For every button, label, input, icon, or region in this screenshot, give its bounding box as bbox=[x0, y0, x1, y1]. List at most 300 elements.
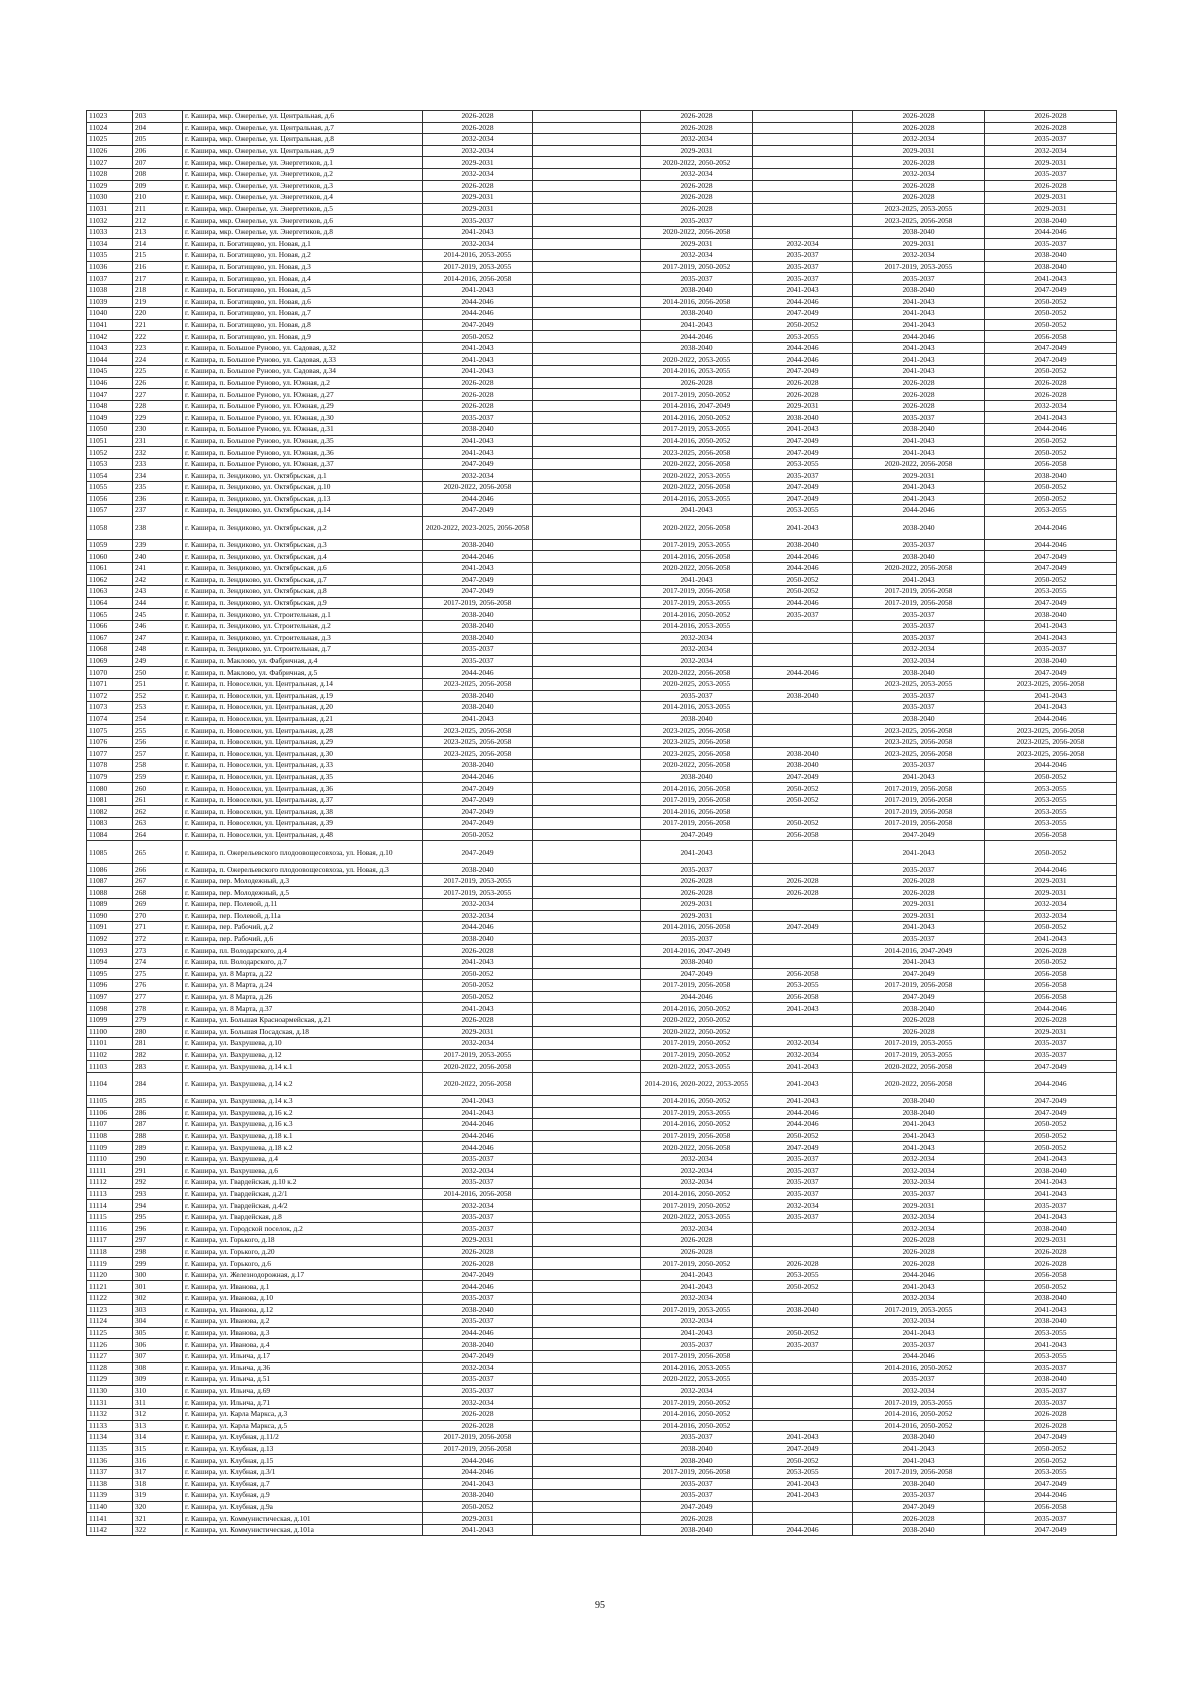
cell-period-1: 2050-2052 bbox=[423, 980, 533, 992]
cell-row-number: 299 bbox=[133, 1258, 183, 1270]
cell-row-number: 265 bbox=[133, 841, 183, 864]
cell-period-1: 2026-2028 bbox=[423, 122, 533, 134]
cell-row-id: 11100 bbox=[87, 1026, 133, 1038]
cell-address: г. Кашира, п. Богатищево, ул. Новая, д.3 bbox=[183, 261, 423, 273]
cell-period-6: 2026-2028 bbox=[985, 389, 1117, 401]
cell-period-5: 2032-2034 bbox=[853, 1165, 985, 1177]
cell-address: г. Кашира, п. Новоселки, ул. Центральная, д.30 bbox=[183, 748, 423, 760]
cell-period-6: 2056-2058 bbox=[985, 458, 1117, 470]
cell-period-6: 2026-2028 bbox=[985, 945, 1117, 957]
cell-period-1: 2038-2040 bbox=[423, 620, 533, 632]
cell-row-id: 11069 bbox=[87, 655, 133, 667]
cell-period-6: 2044-2046 bbox=[985, 516, 1117, 539]
cell-period-1: 2047-2049 bbox=[423, 574, 533, 586]
cell-row-number: 302 bbox=[133, 1293, 183, 1305]
cell-row-id: 11136 bbox=[87, 1455, 133, 1467]
cell-period-4: 2050-2052 bbox=[753, 783, 853, 795]
cell-period-2 bbox=[533, 215, 641, 227]
cell-period-2 bbox=[533, 632, 641, 644]
cell-period-6: 2047-2049 bbox=[985, 1432, 1117, 1444]
cell-period-5: 2035-2037 bbox=[853, 760, 985, 772]
cell-period-3: 2014-2016, 2050-2052 bbox=[641, 609, 753, 621]
cell-row-id: 11067 bbox=[87, 632, 133, 644]
cell-period-5: 2026-2028 bbox=[853, 1235, 985, 1247]
cell-row-number: 274 bbox=[133, 956, 183, 968]
cell-period-3: 2041-2043 bbox=[641, 1281, 753, 1293]
table-row bbox=[87, 1420, 1117, 1432]
cell-row-id: 11040 bbox=[87, 308, 133, 320]
cell-period-2 bbox=[533, 609, 641, 621]
cell-period-6: 2050-2052 bbox=[985, 771, 1117, 783]
cell-period-3: 2020-2022, 2056-2058 bbox=[641, 482, 753, 494]
cell-row-number: 250 bbox=[133, 667, 183, 679]
cell-period-2 bbox=[533, 539, 641, 551]
cell-period-4 bbox=[753, 725, 853, 737]
table-row bbox=[87, 1130, 1117, 1142]
table-row bbox=[87, 1316, 1117, 1328]
cell-row-id: 11062 bbox=[87, 574, 133, 586]
cell-period-3: 2014-2016, 2050-2052 bbox=[641, 1119, 753, 1131]
cell-row-id: 11070 bbox=[87, 667, 133, 679]
cell-period-6: 2038-2040 bbox=[985, 1316, 1117, 1328]
cell-period-3: 2041-2043 bbox=[641, 841, 753, 864]
cell-address: г. Кашира, п. Новоселки, ул. Центральная, д.33 bbox=[183, 760, 423, 772]
cell-period-2 bbox=[533, 1258, 641, 1270]
cell-period-6: 2023-2025, 2056-2058 bbox=[985, 748, 1117, 760]
cell-period-4: 2035-2037 bbox=[753, 1188, 853, 1200]
cell-period-4 bbox=[753, 1362, 853, 1374]
cell-period-4 bbox=[753, 226, 853, 238]
table-row bbox=[87, 424, 1117, 436]
cell-period-1: 2032-2034 bbox=[423, 899, 533, 911]
cell-period-6: 2050-2052 bbox=[985, 1119, 1117, 1131]
cell-row-id: 11073 bbox=[87, 702, 133, 714]
table-row bbox=[87, 157, 1117, 169]
cell-period-2 bbox=[533, 690, 641, 702]
cell-row-id: 11104 bbox=[87, 1072, 133, 1095]
cell-period-4 bbox=[753, 1223, 853, 1235]
cell-address: г. Кашира, ул. Иванова, д.1 bbox=[183, 1281, 423, 1293]
cell-period-2 bbox=[533, 342, 641, 354]
cell-row-id: 11109 bbox=[87, 1142, 133, 1154]
table-row bbox=[87, 597, 1117, 609]
cell-row-id: 11085 bbox=[87, 841, 133, 864]
table-row bbox=[87, 1003, 1117, 1015]
cell-period-4: 2044-2046 bbox=[753, 342, 853, 354]
cell-period-1: 2038-2040 bbox=[423, 1339, 533, 1351]
cell-period-2 bbox=[533, 562, 641, 574]
cell-address: г. Кашира, п. Зендиково, ул. Строительная, д.1 bbox=[183, 609, 423, 621]
cell-period-2 bbox=[533, 841, 641, 864]
cell-period-1: 2023-2025, 2056-2058 bbox=[423, 678, 533, 690]
cell-period-2 bbox=[533, 1211, 641, 1223]
cell-period-1: 2023-2025, 2056-2058 bbox=[423, 736, 533, 748]
cell-address: г. Кашира, п. Новоселки, ул. Центральная, д.19 bbox=[183, 690, 423, 702]
cell-period-3: 2026-2028 bbox=[641, 1513, 753, 1525]
cell-period-3: 2014-2016, 2056-2058 bbox=[641, 922, 753, 934]
table-row bbox=[87, 551, 1117, 563]
table-row bbox=[87, 111, 1117, 123]
cell-row-number: 288 bbox=[133, 1130, 183, 1142]
cell-period-4: 2029-2031 bbox=[753, 400, 853, 412]
cell-period-3: 2026-2028 bbox=[641, 203, 753, 215]
cell-address: г. Кашира, п. Большое Руново, ул. Южная, д.37 bbox=[183, 458, 423, 470]
cell-period-3: 2047-2049 bbox=[641, 1501, 753, 1513]
cell-period-4: 2047-2049 bbox=[753, 1443, 853, 1455]
cell-row-number: 230 bbox=[133, 424, 183, 436]
cell-row-number: 222 bbox=[133, 331, 183, 343]
table-row bbox=[87, 956, 1117, 968]
cell-row-id: 11106 bbox=[87, 1107, 133, 1119]
cell-period-2 bbox=[533, 736, 641, 748]
cell-period-2 bbox=[533, 238, 641, 250]
cell-address: г. Кашира, п. Зендиково, ул. Октябрьская, д.14 bbox=[183, 505, 423, 517]
cell-period-3: 2029-2031 bbox=[641, 238, 753, 250]
cell-row-number: 277 bbox=[133, 991, 183, 1003]
cell-row-id: 11023 bbox=[87, 111, 133, 123]
table-row bbox=[87, 818, 1117, 830]
cell-address: г. Кашира, п. Богатищево, ул. Новая, д.5 bbox=[183, 284, 423, 296]
cell-address: г. Кашира, мкр. Ожерелье, ул. Центральная, д.7 bbox=[183, 122, 423, 134]
cell-row-id: 11038 bbox=[87, 284, 133, 296]
cell-period-2 bbox=[533, 1443, 641, 1455]
cell-period-6: 2026-2028 bbox=[985, 111, 1117, 123]
cell-address: г. Кашира, п. Новоселки, ул. Центральная, д.21 bbox=[183, 713, 423, 725]
cell-period-4: 2044-2046 bbox=[753, 296, 853, 308]
cell-period-1: 2026-2028 bbox=[423, 180, 533, 192]
cell-period-2 bbox=[533, 829, 641, 841]
cell-period-6: 2050-2052 bbox=[985, 922, 1117, 934]
cell-period-4: 2041-2043 bbox=[753, 284, 853, 296]
cell-period-5: 2035-2037 bbox=[853, 412, 985, 424]
cell-address: г. Кашира, ул. Ильича, д.69 bbox=[183, 1385, 423, 1397]
cell-period-4 bbox=[753, 899, 853, 911]
cell-period-3: 2014-2016, 2050-2052 bbox=[641, 1003, 753, 1015]
cell-row-id: 11117 bbox=[87, 1235, 133, 1247]
cell-address: г. Кашира, п. Богатищево, ул. Новая, д.7 bbox=[183, 308, 423, 320]
cell-address: г. Кашира, ул. Большая Красноармейская, д.21 bbox=[183, 1014, 423, 1026]
cell-period-4: 2044-2046 bbox=[753, 597, 853, 609]
cell-period-6: 2056-2058 bbox=[985, 1269, 1117, 1281]
cell-period-5: 2023-2025, 2056-2058 bbox=[853, 748, 985, 760]
cell-period-1: 2047-2049 bbox=[423, 818, 533, 830]
cell-row-id: 11112 bbox=[87, 1177, 133, 1189]
cell-row-id: 11025 bbox=[87, 134, 133, 146]
cell-period-4 bbox=[753, 806, 853, 818]
cell-period-2 bbox=[533, 655, 641, 667]
cell-row-number: 253 bbox=[133, 702, 183, 714]
cell-period-3: 2014-2016, 2020-2022, 2053-2055 bbox=[641, 1072, 753, 1095]
cell-address: г. Кашира, п. Зендиково, ул. Октябрьская, д.13 bbox=[183, 493, 423, 505]
cell-period-1: 2026-2028 bbox=[423, 389, 533, 401]
table-row bbox=[87, 1165, 1117, 1177]
cell-row-number: 282 bbox=[133, 1049, 183, 1061]
table-row bbox=[87, 1038, 1117, 1050]
cell-row-number: 261 bbox=[133, 794, 183, 806]
cell-address: г. Кашира, п. Зендиково, ул. Октябрьская, д.2 bbox=[183, 516, 423, 539]
cell-period-3: 2017-2019, 2056-2058 bbox=[641, 818, 753, 830]
cell-period-6: 2038-2040 bbox=[985, 250, 1117, 262]
cell-address: г. Кашира, п. Новоселки, ул. Центральная, д.28 bbox=[183, 725, 423, 737]
cell-period-1: 2023-2025, 2056-2058 bbox=[423, 748, 533, 760]
cell-period-5: 2035-2037 bbox=[853, 690, 985, 702]
cell-row-id: 11058 bbox=[87, 516, 133, 539]
cell-period-5: 2041-2043 bbox=[853, 354, 985, 366]
cell-period-1: 2044-2046 bbox=[423, 1119, 533, 1131]
cell-period-4: 2038-2040 bbox=[753, 539, 853, 551]
cell-period-5: 2017-2019, 2056-2058 bbox=[853, 806, 985, 818]
cell-period-3: 2029-2031 bbox=[641, 899, 753, 911]
cell-period-1: 2044-2046 bbox=[423, 667, 533, 679]
cell-row-number: 255 bbox=[133, 725, 183, 737]
cell-period-1: 2035-2037 bbox=[423, 655, 533, 667]
cell-period-3: 2041-2043 bbox=[641, 1327, 753, 1339]
cell-period-1: 2029-2031 bbox=[423, 1235, 533, 1247]
cell-period-5: 2041-2043 bbox=[853, 447, 985, 459]
cell-period-4 bbox=[753, 933, 853, 945]
cell-period-3: 2014-2016, 2050-2052 bbox=[641, 1188, 753, 1200]
cell-row-id: 11138 bbox=[87, 1478, 133, 1490]
cell-period-1: 2020-2022, 2023-2025, 2056-2058 bbox=[423, 516, 533, 539]
cell-period-2 bbox=[533, 1420, 641, 1432]
cell-period-1: 2044-2046 bbox=[423, 296, 533, 308]
cell-period-2 bbox=[533, 1072, 641, 1095]
cell-row-id: 11072 bbox=[87, 690, 133, 702]
cell-address: г. Кашира, ул. Ильича, д.51 bbox=[183, 1374, 423, 1386]
cell-period-4 bbox=[753, 203, 853, 215]
cell-period-3: 2020-2022, 2056-2058 bbox=[641, 562, 753, 574]
cell-row-id: 11121 bbox=[87, 1281, 133, 1293]
cell-row-id: 11077 bbox=[87, 748, 133, 760]
table-row bbox=[87, 215, 1117, 227]
cell-period-5: 2041-2043 bbox=[853, 771, 985, 783]
cell-period-4: 2035-2037 bbox=[753, 1165, 853, 1177]
table-row bbox=[87, 1142, 1117, 1154]
cell-address: г. Кашира, п. Зендиково, ул. Октябрьская, д.3 bbox=[183, 539, 423, 551]
cell-address: г. Кашира, п. Богатищево, ул. Новая, д.2 bbox=[183, 250, 423, 262]
cell-period-5: 2017-2019, 2056-2058 bbox=[853, 597, 985, 609]
cell-period-5: 2026-2028 bbox=[853, 875, 985, 887]
cell-period-2 bbox=[533, 968, 641, 980]
cell-period-2 bbox=[533, 1513, 641, 1525]
cell-address: г. Кашира, ул. Гвардейская, д.4/2 bbox=[183, 1200, 423, 1212]
cell-period-4 bbox=[753, 678, 853, 690]
cell-period-2 bbox=[533, 887, 641, 899]
cell-row-number: 296 bbox=[133, 1223, 183, 1235]
cell-period-3: 2017-2019, 2050-2052 bbox=[641, 1038, 753, 1050]
cell-period-3: 2017-2019, 2056-2058 bbox=[641, 1130, 753, 1142]
table-row bbox=[87, 482, 1117, 494]
cell-period-1: 2047-2049 bbox=[423, 586, 533, 598]
cell-row-id: 11082 bbox=[87, 806, 133, 818]
table-row bbox=[87, 760, 1117, 772]
cell-period-2 bbox=[533, 899, 641, 911]
cell-row-number: 314 bbox=[133, 1432, 183, 1444]
cell-period-4: 2056-2058 bbox=[753, 991, 853, 1003]
cell-period-5: 2029-2031 bbox=[853, 238, 985, 250]
cell-period-4 bbox=[753, 1385, 853, 1397]
table-row bbox=[87, 400, 1117, 412]
cell-row-id: 11071 bbox=[87, 678, 133, 690]
cell-address: г. Кашира, пер. Молодежный, д.3 bbox=[183, 875, 423, 887]
cell-row-number: 315 bbox=[133, 1443, 183, 1455]
cell-period-1: 2038-2040 bbox=[423, 760, 533, 772]
table-row bbox=[87, 910, 1117, 922]
cell-period-3: 2014-2016, 2053-2055 bbox=[641, 1362, 753, 1374]
cell-period-3: 2023-2025, 2056-2058 bbox=[641, 736, 753, 748]
cell-row-id: 11110 bbox=[87, 1153, 133, 1165]
table-row bbox=[87, 1119, 1117, 1131]
cell-period-6: 2038-2040 bbox=[985, 1223, 1117, 1235]
cell-period-6: 2041-2043 bbox=[985, 620, 1117, 632]
cell-row-number: 320 bbox=[133, 1501, 183, 1513]
cell-period-6: 2044-2046 bbox=[985, 1490, 1117, 1502]
cell-period-4: 2035-2037 bbox=[753, 250, 853, 262]
cell-period-4: 2038-2040 bbox=[753, 1304, 853, 1316]
cell-period-2 bbox=[533, 991, 641, 1003]
cell-period-3: 2026-2028 bbox=[641, 1235, 753, 1247]
cell-period-3: 2026-2028 bbox=[641, 377, 753, 389]
cell-row-id: 11096 bbox=[87, 980, 133, 992]
cell-period-6: 2050-2052 bbox=[985, 574, 1117, 586]
cell-period-1: 2038-2040 bbox=[423, 1490, 533, 1502]
cell-row-id: 11080 bbox=[87, 783, 133, 795]
cell-period-5: 2026-2028 bbox=[853, 122, 985, 134]
cell-period-1: 2029-2031 bbox=[423, 1026, 533, 1038]
table-row bbox=[87, 1211, 1117, 1223]
cell-period-3: 2014-2016, 2050-2052 bbox=[641, 1095, 753, 1107]
cell-period-3: 2020-2022, 2056-2058 bbox=[641, 458, 753, 470]
cell-row-number: 321 bbox=[133, 1513, 183, 1525]
cell-period-2 bbox=[533, 1293, 641, 1305]
table-row bbox=[87, 702, 1117, 714]
cell-address: г. Кашира, п. Большое Руново, ул. Южная, д.2 bbox=[183, 377, 423, 389]
cell-period-2 bbox=[533, 1119, 641, 1131]
cell-period-2 bbox=[533, 702, 641, 714]
cell-period-4: 2026-2028 bbox=[753, 875, 853, 887]
table-row bbox=[87, 261, 1117, 273]
cell-period-3: 2014-2016, 2053-2055 bbox=[641, 702, 753, 714]
table-row bbox=[87, 841, 1117, 864]
cell-row-number: 254 bbox=[133, 713, 183, 725]
cell-period-4: 2035-2037 bbox=[753, 470, 853, 482]
cell-address: г. Кашира, п. Большое Руново, ул. Южная, д.30 bbox=[183, 412, 423, 424]
cell-period-5: 2035-2037 bbox=[853, 864, 985, 876]
cell-period-6: 2026-2028 bbox=[985, 1246, 1117, 1258]
cell-period-5: 2038-2040 bbox=[853, 1524, 985, 1536]
cell-period-4: 2044-2046 bbox=[753, 562, 853, 574]
cell-period-4: 2044-2046 bbox=[753, 551, 853, 563]
table-row bbox=[87, 1408, 1117, 1420]
cell-address: г. Кашира, п. Зендиково, ул. Октябрьская, д.1 bbox=[183, 470, 423, 482]
cell-period-1: 2041-2043 bbox=[423, 284, 533, 296]
cell-period-1: 2029-2031 bbox=[423, 192, 533, 204]
cell-row-id: 11089 bbox=[87, 899, 133, 911]
cell-period-1: 2047-2049 bbox=[423, 1350, 533, 1362]
cell-period-6: 2047-2049 bbox=[985, 354, 1117, 366]
cell-period-5: 2038-2040 bbox=[853, 1003, 985, 1015]
table-row bbox=[87, 319, 1117, 331]
cell-period-4 bbox=[753, 180, 853, 192]
cell-period-1: 2047-2049 bbox=[423, 319, 533, 331]
cell-period-5: 2038-2040 bbox=[853, 424, 985, 436]
cell-period-1: 2044-2046 bbox=[423, 1327, 533, 1339]
cell-period-5: 2032-2034 bbox=[853, 1385, 985, 1397]
cell-row-number: 227 bbox=[133, 389, 183, 401]
cell-period-6: 2023-2025, 2056-2058 bbox=[985, 725, 1117, 737]
cell-period-1: 2026-2028 bbox=[423, 945, 533, 957]
table-row bbox=[87, 389, 1117, 401]
cell-row-id: 11029 bbox=[87, 180, 133, 192]
cell-address: г. Кашира, п. Большое Руново, ул. Садовая, д.32 bbox=[183, 342, 423, 354]
cell-period-5: 2041-2043 bbox=[853, 296, 985, 308]
cell-period-5: 2029-2031 bbox=[853, 1200, 985, 1212]
cell-row-id: 11102 bbox=[87, 1049, 133, 1061]
cell-row-number: 295 bbox=[133, 1211, 183, 1223]
cell-period-3: 2032-2034 bbox=[641, 1165, 753, 1177]
cell-row-number: 283 bbox=[133, 1061, 183, 1073]
cell-row-id: 11081 bbox=[87, 794, 133, 806]
table-row bbox=[87, 308, 1117, 320]
cell-period-1: 2026-2028 bbox=[423, 400, 533, 412]
cell-period-5: 2023-2025, 2056-2058 bbox=[853, 215, 985, 227]
cell-row-number: 305 bbox=[133, 1327, 183, 1339]
cell-row-id: 11120 bbox=[87, 1269, 133, 1281]
cell-period-2 bbox=[533, 1327, 641, 1339]
table-row bbox=[87, 1524, 1117, 1536]
cell-period-2 bbox=[533, 435, 641, 447]
cell-period-3: 2038-2040 bbox=[641, 284, 753, 296]
cell-address: г. Кашира, ул. Горького, д.6 bbox=[183, 1258, 423, 1270]
cell-row-number: 256 bbox=[133, 736, 183, 748]
cell-period-3: 2014-2016, 2053-2055 bbox=[641, 493, 753, 505]
cell-period-5: 2026-2028 bbox=[853, 400, 985, 412]
cell-row-number: 308 bbox=[133, 1362, 183, 1374]
cell-period-3: 2020-2022, 2053-2055 bbox=[641, 470, 753, 482]
cell-row-number: 291 bbox=[133, 1165, 183, 1177]
cell-row-id: 11053 bbox=[87, 458, 133, 470]
cell-address: г. Кашира, ул. Ильича, д.17 bbox=[183, 1350, 423, 1362]
cell-period-2 bbox=[533, 366, 641, 378]
cell-period-2 bbox=[533, 226, 641, 238]
cell-row-number: 317 bbox=[133, 1466, 183, 1478]
cell-period-4: 2038-2040 bbox=[753, 748, 853, 760]
cell-period-4: 2053-2055 bbox=[753, 1269, 853, 1281]
cell-row-number: 246 bbox=[133, 620, 183, 632]
cell-period-5: 2038-2040 bbox=[853, 284, 985, 296]
cell-period-6: 2047-2049 bbox=[985, 342, 1117, 354]
cell-row-number: 208 bbox=[133, 168, 183, 180]
cell-period-3: 2026-2028 bbox=[641, 887, 753, 899]
cell-period-4: 2050-2052 bbox=[753, 319, 853, 331]
cell-period-2 bbox=[533, 516, 641, 539]
cell-period-6: 2044-2046 bbox=[985, 760, 1117, 772]
cell-period-2 bbox=[533, 818, 641, 830]
cell-period-4: 2044-2046 bbox=[753, 667, 853, 679]
cell-period-1: 2044-2046 bbox=[423, 1455, 533, 1467]
cell-address: г. Кашира, ул. Иванова, д.2 bbox=[183, 1316, 423, 1328]
cell-period-4: 2041-2043 bbox=[753, 424, 853, 436]
cell-period-6: 2056-2058 bbox=[985, 1501, 1117, 1513]
cell-address: г. Кашира, ул. Гвардейская, д.10 к.2 bbox=[183, 1177, 423, 1189]
table-row bbox=[87, 794, 1117, 806]
cell-period-5: 2032-2034 bbox=[853, 1293, 985, 1305]
cell-period-4: 2050-2052 bbox=[753, 574, 853, 586]
cell-period-2 bbox=[533, 1153, 641, 1165]
cell-row-number: 300 bbox=[133, 1269, 183, 1281]
cell-period-5: 2017-2019, 2053-2055 bbox=[853, 1397, 985, 1409]
cell-period-5: 2026-2028 bbox=[853, 1258, 985, 1270]
